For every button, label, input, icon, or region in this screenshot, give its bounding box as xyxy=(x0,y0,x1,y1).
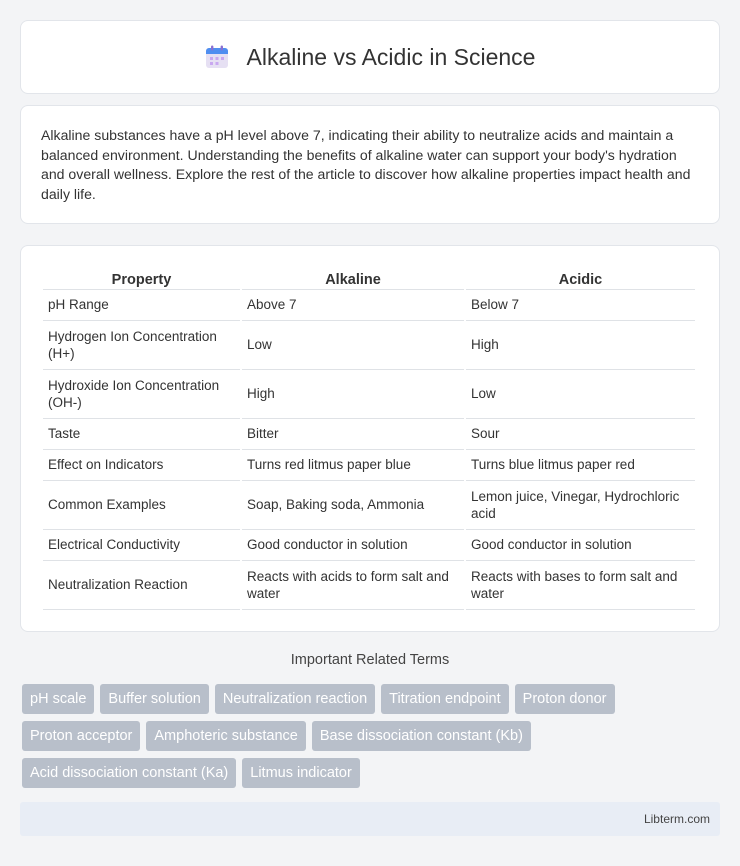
intro-text: Alkaline substances have a pH level above 7, indicating their ability to neutralize acids and maintain a balanced environment. Understanding the benefits of alkaline water can support your body's hydration and overall wellness. Explore the rest of the article to discover how alkaline properties impact health and daily life. xyxy=(41,127,691,202)
tag-titration-endpoint[interactable]: Titration endpoint xyxy=(381,684,509,714)
related-terms-tags xyxy=(22,684,722,788)
tag-proton-donor[interactable]: Proton donor xyxy=(515,684,615,714)
footer-site-link[interactable]: Libterm.com xyxy=(643,812,710,826)
table-row xyxy=(43,561,695,610)
table-cell: Above 7 xyxy=(242,290,464,321)
tag-ph-scale[interactable]: pH scale xyxy=(22,684,94,714)
related-terms-title: Important Related Terms xyxy=(290,652,450,668)
comparison-table xyxy=(41,264,697,610)
table-header-row xyxy=(43,264,695,290)
tag-proton-acceptor[interactable]: Proton acceptor xyxy=(22,721,140,751)
table-row xyxy=(43,321,695,370)
table-cell: Reacts with acids to form salt and water xyxy=(242,561,464,610)
table-cell: Below 7 xyxy=(466,290,695,321)
table-cell: Reacts with bases to form salt and water xyxy=(466,561,695,610)
table-cell: Turns blue litmus paper red xyxy=(466,450,695,481)
table-row xyxy=(43,481,695,530)
tag-amphoteric-substance[interactable]: Amphoteric substance xyxy=(146,721,305,751)
header-card xyxy=(20,20,720,94)
table-cell: Soap, Baking soda, Ammonia xyxy=(242,481,464,530)
tag-neutralization-reaction[interactable]: Neutralization reaction xyxy=(215,684,375,714)
table-cell: Common Examples xyxy=(43,481,240,530)
table-cell: Hydroxide Ion Concentration (OH-) xyxy=(43,370,240,419)
table-cell: Turns red litmus paper blue xyxy=(242,450,464,481)
table-cell: High xyxy=(466,321,695,370)
column-header-alkaline: Alkaline xyxy=(242,264,464,290)
table-cell: Lemon juice, Vinegar, Hydrochloric acid xyxy=(466,481,695,530)
table-cell: Taste xyxy=(43,419,240,450)
table-cell: Sour xyxy=(466,419,695,450)
table-cell: pH Range xyxy=(43,290,240,321)
intro-card xyxy=(20,105,720,224)
table-cell: Neutralization Reaction xyxy=(43,561,240,610)
column-header-acidic: Acidic xyxy=(466,264,695,290)
tag-litmus-indicator[interactable]: Litmus indicator xyxy=(242,758,360,788)
table-cell: Good conductor in solution xyxy=(466,530,695,561)
table-cell: High xyxy=(242,370,464,419)
table-row xyxy=(43,290,695,321)
table-cell: Low xyxy=(242,321,464,370)
table-cell: Hydrogen Ion Concentration (H+) xyxy=(43,321,240,370)
tag-buffer-solution[interactable]: Buffer solution xyxy=(100,684,208,714)
table-row xyxy=(43,450,695,481)
tag-acid-dissociation-constant[interactable]: Acid dissociation constant (Ka) xyxy=(22,758,236,788)
table-cell: Electrical Conductivity xyxy=(43,530,240,561)
tag-base-dissociation-constant[interactable]: Base dissociation constant (Kb) xyxy=(312,721,531,751)
table-cell: Good conductor in solution xyxy=(242,530,464,561)
column-header-property: Property xyxy=(43,264,240,290)
table-row xyxy=(43,530,695,561)
calendar-icon xyxy=(205,45,229,69)
table-row xyxy=(43,419,695,450)
table-cell: Effect on Indicators xyxy=(43,450,240,481)
footer xyxy=(20,802,720,836)
page-title: Alkaline vs Acidic in Science xyxy=(246,43,536,70)
table-cell: Low xyxy=(466,370,695,419)
table-cell: Bitter xyxy=(242,419,464,450)
comparison-table-card xyxy=(20,245,720,632)
table-row xyxy=(43,370,695,419)
